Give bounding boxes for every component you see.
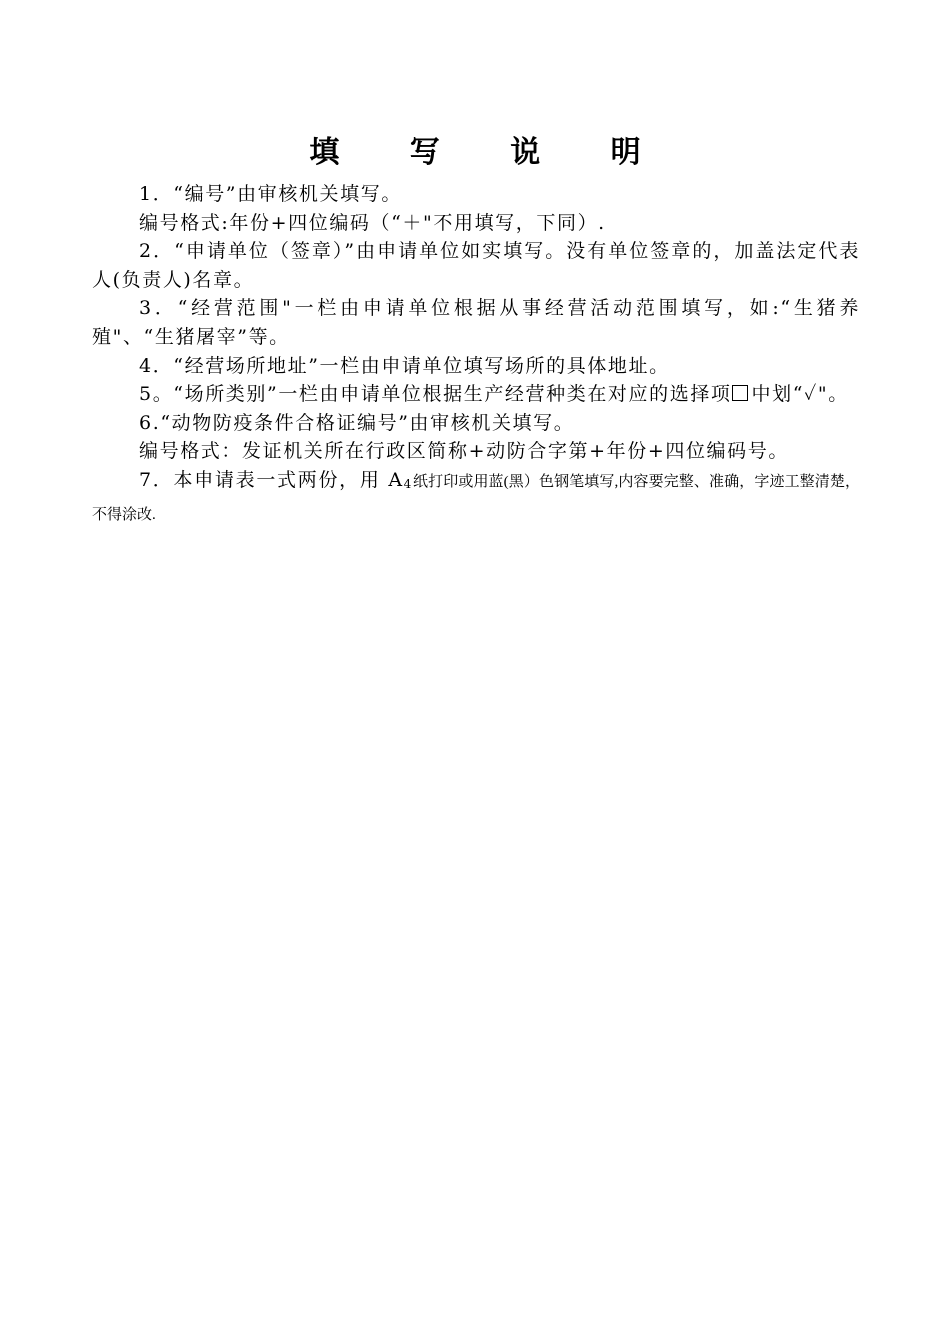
instruction-6: 6.“动物防疫条件合格证编号”由审核机关填写。 <box>139 411 575 434</box>
instruction-4: 4．“经营场所地址”一栏由申请单位填写场所的具体地址。 <box>139 354 670 377</box>
instruction-3: 3．“经营范围"一栏由申请单位根据从事经营活动范围填写，如:“生猪养殖"、“生猪屠宰”等。 <box>92 297 860 348</box>
instructions-body <box>92 180 860 529</box>
instruction-5-tail: 中划“✓"。 <box>751 383 849 406</box>
page-title: 填 写 说 明 <box>309 135 671 170</box>
instruction-6-format: 编号格式：发证机关所在行政区简称+动防合字第+年份+四位编码号。 <box>139 440 789 463</box>
instruction-7-tail: 纸打印或用蓝(黑）色钢笔填写,内容要完整、准确，字迹工整清楚，不得涂改. <box>92 473 861 523</box>
checkbox-symbol-icon <box>732 385 748 401</box>
instruction-7-text: 7．本申请表一式两份，用 A <box>139 468 404 491</box>
instruction-1-format: 编号格式:年份+四位编码（“＋"不用填写，下同）. <box>139 211 606 234</box>
instruction-1: 1．“编号”由审核机关填写。 <box>139 183 402 205</box>
instruction-2: 2．“申请单位（签章）”由申请单位如实填写。没有单位签章的，加盖法定代表人(负责人)名章。 <box>92 240 860 291</box>
instruction-5-text: 5。“场所类别”一栏由申请单位根据生产经营种类在对应的选择项 <box>139 383 732 406</box>
instruction-7-paper-size: 4 <box>403 476 413 491</box>
instruction-7 <box>92 466 860 529</box>
instruction-5 <box>92 380 860 409</box>
